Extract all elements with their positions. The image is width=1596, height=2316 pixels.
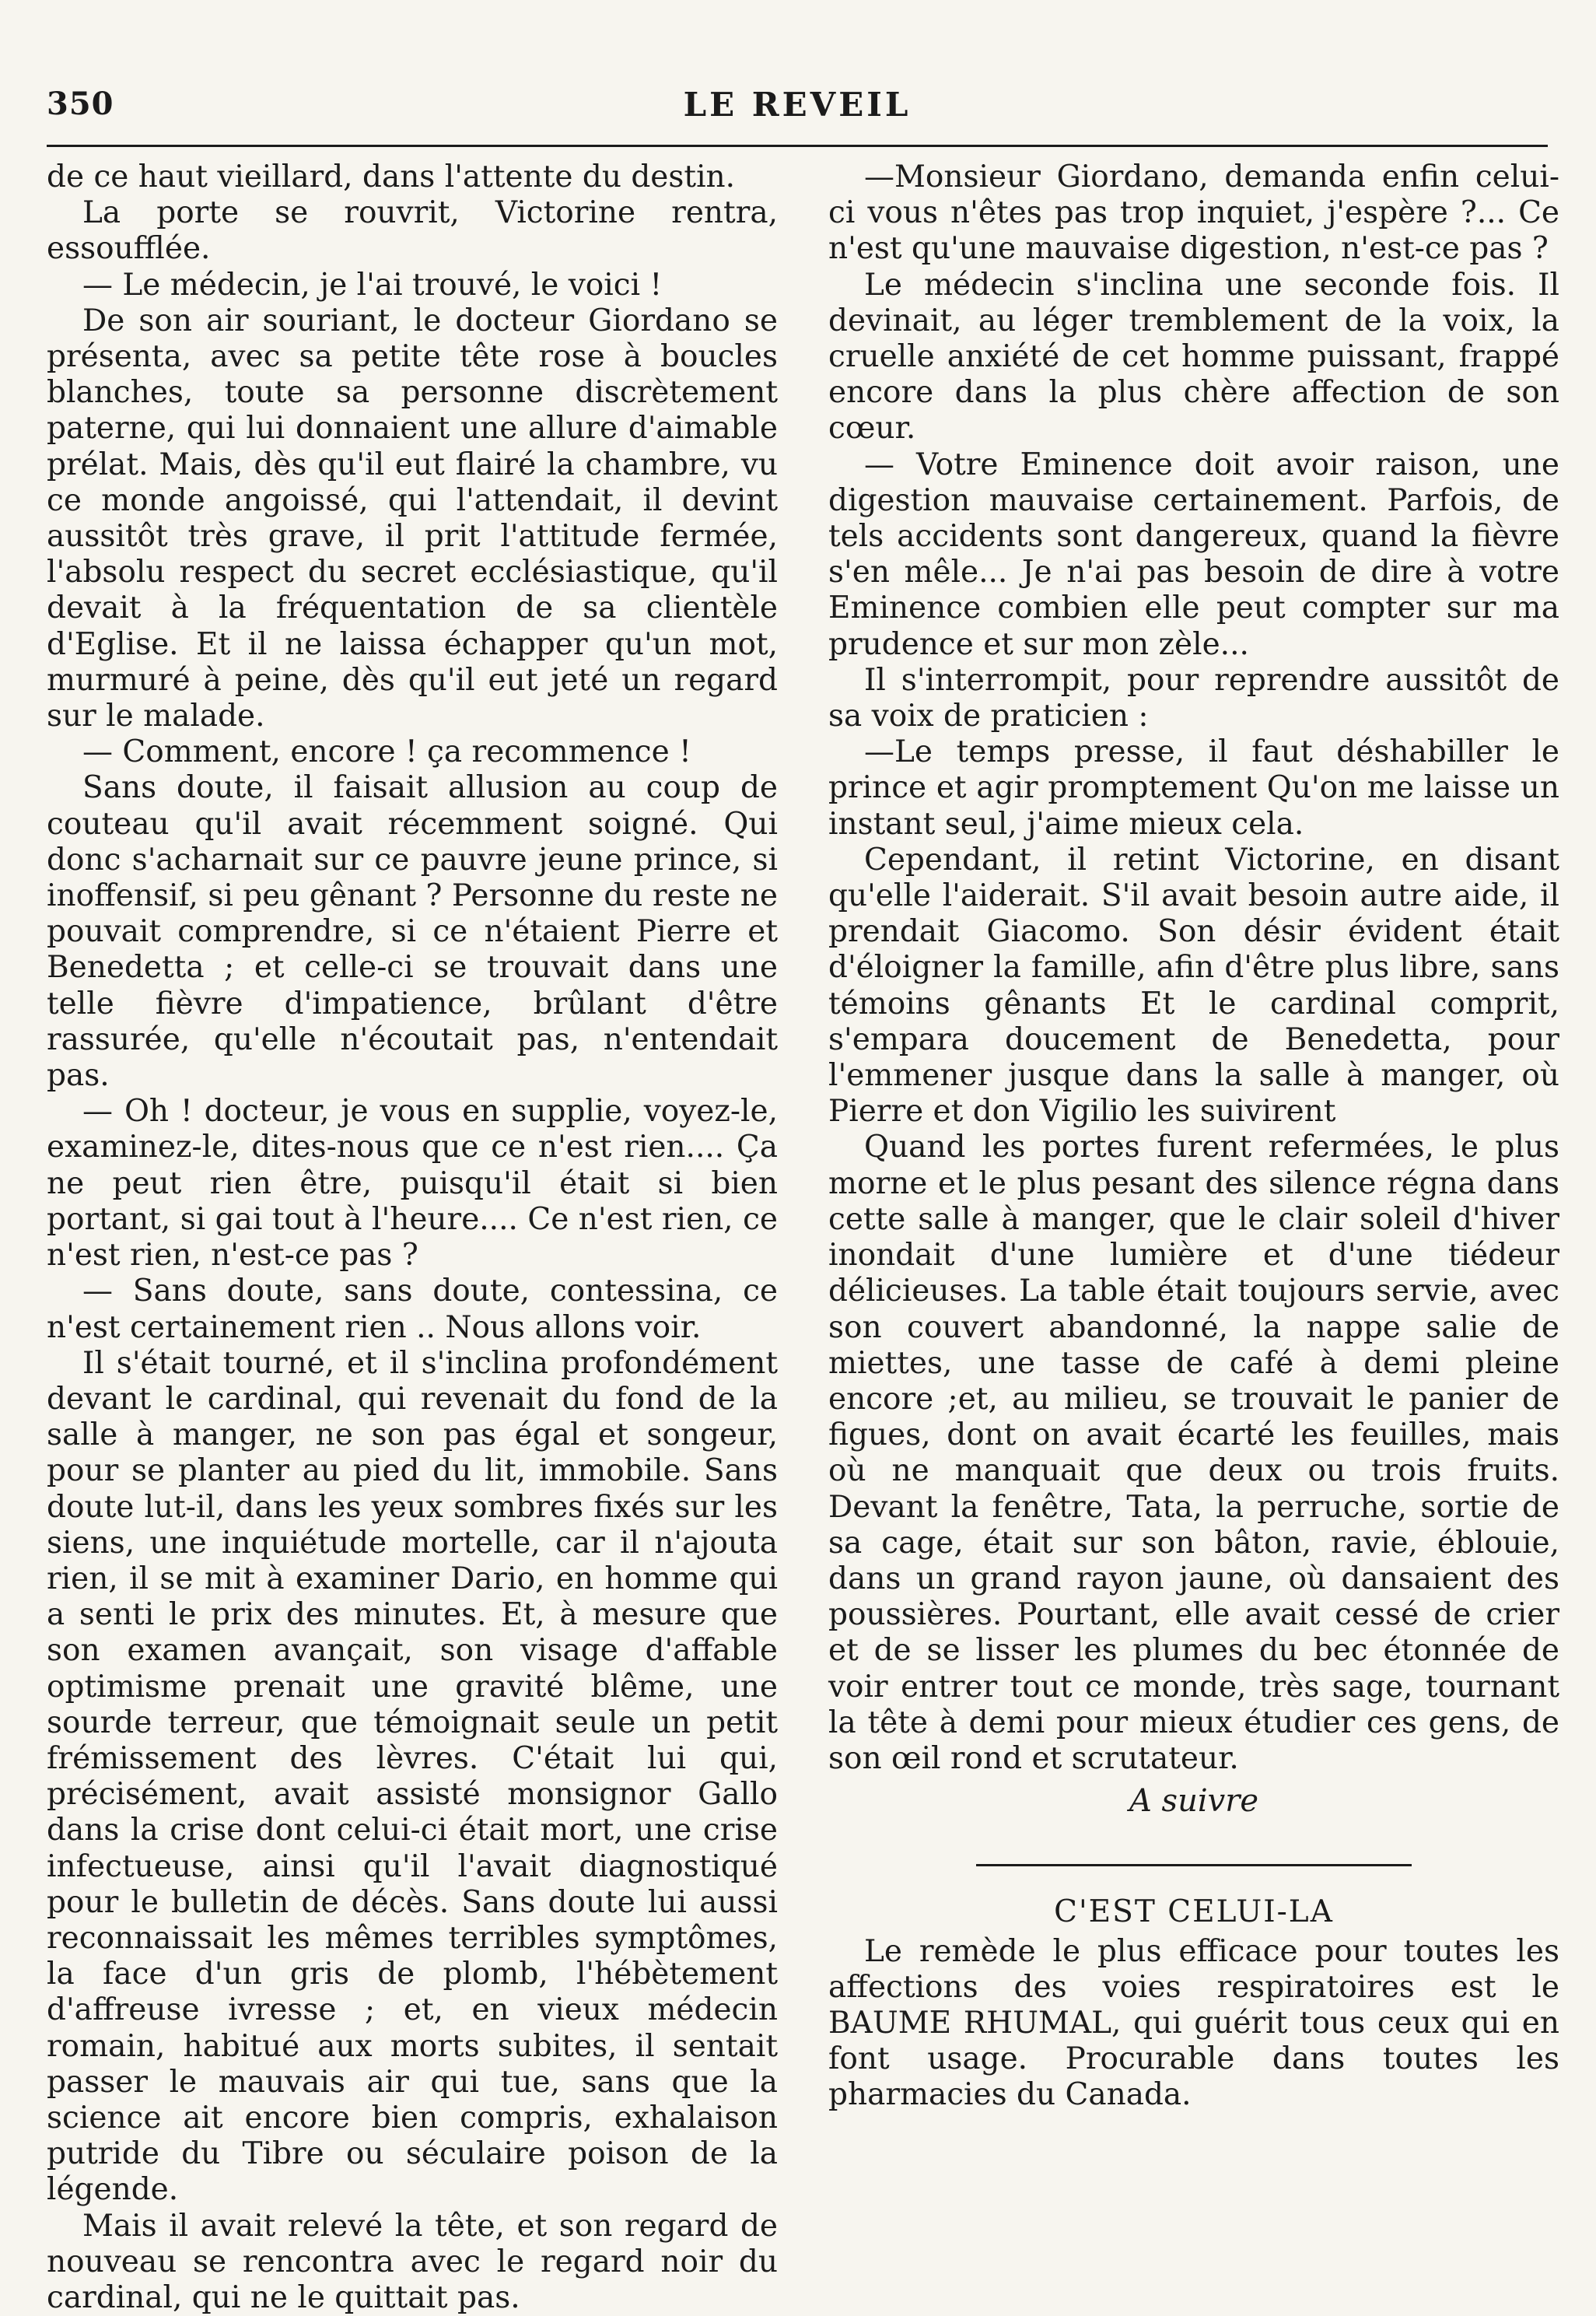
running-title: LE REVEIL (683, 86, 912, 124)
paragraph: Sans doute, il faisait allusion au coup de couteau qu'il avait récemment soigné. Qui donc s'acharnait sur ce pauvre jeune prince, si inoffensif, si peu gênant ? Personne du reste ne pouvait comprendre, si ce n'étaient Pierre et Benedetta ; et celle-ci se trouvait dans une telle fièvre d'impatience, brûlant d'être rassurée, qu'elle n'écoutait pas, n'entendait pas. (47, 770, 778, 1094)
paragraph: — Sans doute, sans doute, contessina, ce n'est certainement rien .. Nous allons voir. (47, 1274, 778, 1345)
paragraph: Le médecin s'inclina une seconde fois. Il devinait, au léger tremblement de la voix, la cruelle anxiété de cet homme puissant, frappé encore dans la plus chère affection de son cœur. (828, 267, 1559, 447)
paragraph: Mais il avait relevé la tête, et son regard de nouveau se rencontra avec le regard noir du cardinal, qui ne le quittait pas. (47, 2208, 778, 2315)
paragraph: La porte se rouvrit, Victorine rentra, essoufflée. (47, 195, 778, 267)
advertisement (828, 1894, 1559, 2113)
page-number: 350 (47, 86, 114, 122)
paragraph: Il s'interrompit, pour reprendre aussitôt de sa voix de praticien : (828, 662, 1559, 734)
header-rule (47, 145, 1548, 147)
section-divider (976, 1864, 1412, 1866)
left-column (47, 159, 778, 2316)
paragraph: —Le temps presse, il faut déshabiller le prince et agir promptement Qu'on me laisse un instant seul, j'aime mieux cela. (828, 734, 1559, 842)
paragraph: — Oh ! docteur, je vous en supplie, voyez-le, examinez-le, dites-nous que ce n'est rien.... Ça ne peut rien être, puisqu'il était si bien portant, si gai tout à l'heure.... Ce n'est rien, ce n'est rien, n'est-ce pas ? (47, 1094, 778, 1274)
to-be-continued: A suivre (1129, 1783, 1259, 1820)
page-header (47, 86, 1548, 132)
advertisement-text: Le remède le plus efficace pour toutes les affections des voies respiratoires est le BAUME RHUMAL, qui guérit tous ceux qui en font usage. Procurable dans toutes les pharmacies du Canada. (828, 1933, 1559, 2113)
paragraph: —Monsieur Giordano, demanda enfin celui-ci vous n'êtes pas trop inquiet, j'espère ?... Ce n'est qu'une mauvaise digestion, n'est-ce pas ? (828, 159, 1559, 267)
paragraph: — Votre Eminence doit avoir raison, une digestion mauvaise certainement. Parfois, de tels accidents sont dangereux, quand la fièvre s'en mêle... Je n'ai pas besoin de dire à votre Eminence combien elle peut compter sur ma prudence et sur mon zèle... (828, 447, 1559, 662)
paragraph: De son air souriant, le docteur Giordano se présenta, avec sa petite tête rose à boucles blanches, toute sa personne discrètement paterne, qui lui donnaient une allure d'aimable prélat. Mais, dès qu'il eut flairé la chambre, vu ce monde angoissé, qui l'attendait, il devint aussitôt très grave, il prit l'attitude fermée, l'absolu respect du secret ecclésiastique, qu'il devait à la fréquentation de sa clientèle d'Eglise. Et il ne laissa échapper qu'un mot, murmuré à peine, dès qu'il eut jeté un regard sur le malade. (47, 303, 778, 734)
advertisement-title: C'EST CELUI-LA (1054, 1894, 1334, 1930)
paragraph: Cependant, il retint Victorine, en disant qu'elle l'aiderait. S'il avait besoin autre aide, il prendait Giacomo. Son désir évident était d'éloigner la famille, afin d'être plus libre, sans témoins gênants Et le cardinal comprit, s'empara doucement de Benedetta, pour l'emmener jusque dans la salle à manger, où Pierre et don Vigilio les suivirent (828, 842, 1559, 1130)
paragraph: Il s'était tourné, et il s'inclina profondément devant le cardinal, qui revenait du fond de la salle à manger, ne son pas égal et songeur, pour se planter au pied du lit, immobile. Sans doute lut-il, dans les yeux sombres fixés sur les siens, une inquiétude mortelle, car il n'ajouta rien, il se mit à examiner Dario, en homme qui a senti le prix des minutes. Et, à mesure que son examen avançait, son visage d'affable optimisme prenait une gravité blême, une sourde terreur, que témoignait seule un petit frémissement des lèvres. C'était lui qui, précisément, avait assisté monsignor Gallo dans la crise dont celui-ci était mort, une crise infectueuse, ainsi qu'il l'avait diagnostiqué pour le bulletin de décès. Sans doute lui aussi reconnaissait les mêmes terribles symptômes, la face d'un gris de plomb, l'hébètement d'affreuse ivresse ; et, en vieux médecin romain, habitué aux morts subites, il sentait passer le mauvais air qui tue, sans que la science ait encore bien compris, exhalaison putride du Tibre ou séculaire poison de la légende. (47, 1345, 778, 2208)
paragraph: — Le médecin, je l'ai trouvé, le voici ! (82, 267, 663, 303)
paragraph: de ce haut vieillard, dans l'attente du destin. (47, 159, 736, 194)
paragraph: Quand les portes furent refermées, le plus morne et le plus pesant des silence régna dans cette salle à manger, que le clair soleil d'hiver inondait d'une lumière et d'une tiédeur délicieuses. La table était toujours servie, avec son couvert abandonné, la nappe salie de miettes, une tasse de café à demi pleine encore ;et, au milieu, se trouvait le panier de figues, dont on avait écarté les feuilles, mais où ne manquait que deux ou trois fruits. Devant la fenêtre, Tata, la perruche, sortie de sa cage, était sur son bâton, ravie, éblouie, dans un grand rayon jaune, où dansaient des poussières. Pourtant, elle avait cessé de crier et de se lisser les plumes du bec étonnée de voir entrer tout ce monde, très sage, tournant la tête à demi pour mieux étudier ces gens, de son œil rond et scrutateur. (828, 1130, 1559, 1776)
paragraph: — Comment, encore ! ça recommence ! (82, 734, 691, 770)
right-column (828, 159, 1559, 2114)
